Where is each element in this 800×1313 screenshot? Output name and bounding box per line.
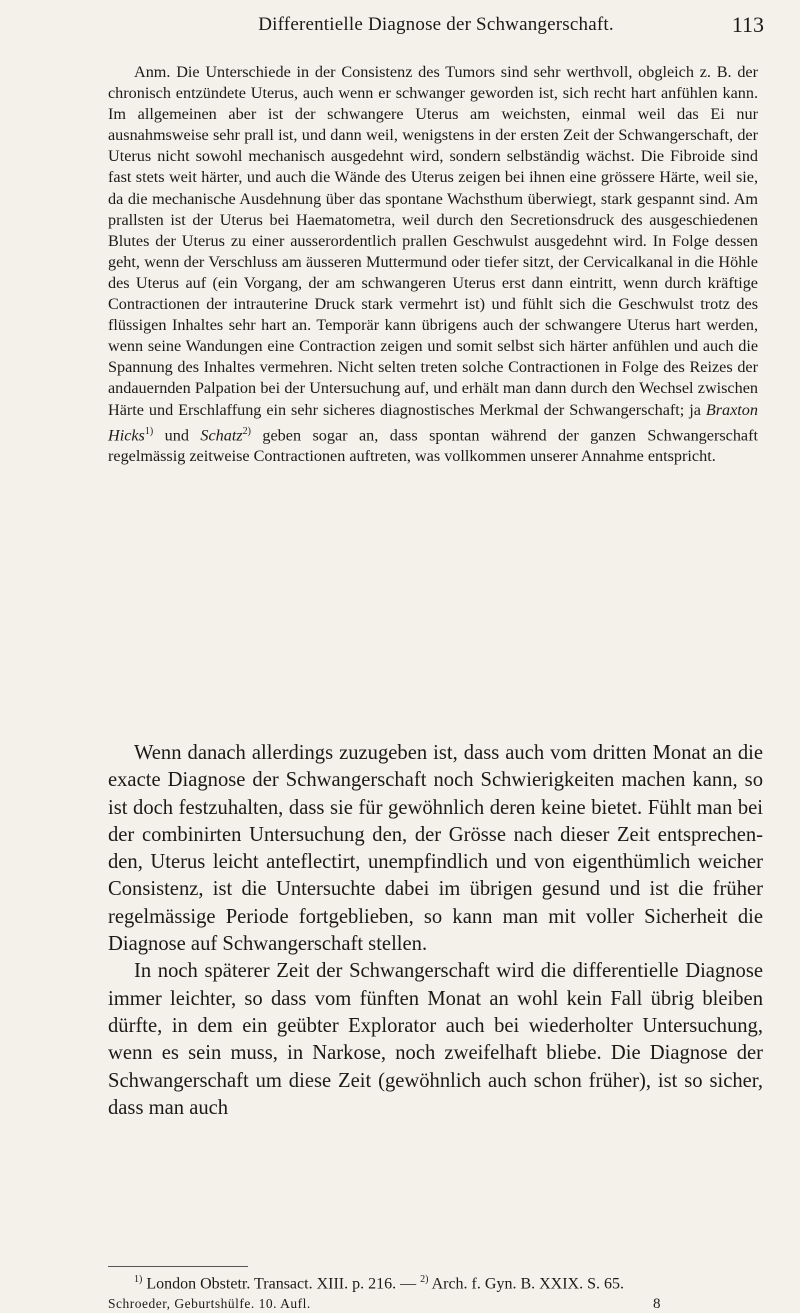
- footnote-mark-2: 2): [420, 1274, 429, 1285]
- footnote-text-1: London Obstetr. Transact. XIII. p. 216. —: [142, 1275, 421, 1293]
- annotation-paragraph: [108, 62, 758, 467]
- annotation-text-2: geben sogar an, dass spontan während der ganzen Schwangerschaft regelmässig zeitweise Contractionen auftreten, was vollkommen unserer Annahme entspricht.: [108, 425, 758, 466]
- footnote-line: [108, 1271, 758, 1293]
- annotation-lead: Anm.: [134, 63, 171, 81]
- annotation-text-1: Die Unterschiede in der Consistenz des Tumors sind sehr werthvoll, obgleich z. B. der chronisch entzündete Uterus, auch wenn er schwanger geworden ist, sich recht hart anfühlen kann. Im allgemeinen aber ist der schwangere Uterus am weichsten, einmal weil das Ei nur ausnahmsweise sehr prall ist, und dann weil, wenigstens in der ersten Zeit der Schwangerschaft, der Uterus nicht sowohl mechanisch ausgedehnt wird, sondern selbständig wächst. Die Fibroide sind fast stets weit härter, und auch die Wände des Uterus zeigen bei ihnen eine grössere Härte, weil sie, da die mechanische Ausdehnung über das spontane Wachsthum überwiegt, stark gespannt sind. Am prallsten ist der Uterus bei Haematometra, weil durch den Secretionsdruck des ausgeschiedenen Blutes der Uterus zu einer ausserordentlich prallen Geschwulst ausgedehnt wird. In Folge dessen geht, wenn der Verschluss am äusseren Muttermund oder tiefer sitzt, der Cervicalkanal in die Höhle des Uterus auf (ein Vorgang, der am schwangeren Uterus erst dann eintritt, wenn durch kräftige Contractionen der intrauterine Druck stark vermehrt ist) und fühlt sich die Geschwulst trotz des flüssigen Inhaltes sehr hart an. Temporär kann übrigens auch der schwangere Uterus hart werden, wenn seine Wandungen eine Contraction zeigen und somit selbst sich härter anfühlen und auch die Spannung des Inhaltes vermehren. Nicht selten treten solche Contractionen in Folge des Reizes der andauernden Palpation bei der Untersuchung auf, und erhält man dann durch den Wechsel zwischen Härte und Erschlaffung ein sehr sicheres diagnostisches Merkmal der Schwangerschaft; ja: [108, 63, 758, 419]
- signature-number: 8: [653, 1296, 661, 1313]
- main-text: [108, 740, 763, 1122]
- author-schatz: Schatz: [200, 425, 243, 444]
- running-title: Differentielle Diagnose der Schwangerschaft.: [258, 14, 614, 35]
- body-paragraph-2: In noch späterer Zeit der Schwangerschaft wird die differentielle Diagnose immer leichter, so dass vom fünften Monat an wohl kein Fall übrig bleiben dürfte, in dem ein geübter Explorator auch bei wiederholter Untersuchung, wenn es sein muss, in Narkose, noch zweifelhaft bliebe. Die Diagnose der Schwangerschaft um diese Zeit (gewöhnlich auch schon früher), ist so sicher, dass man auch: [108, 960, 763, 1119]
- page-header: [108, 8, 764, 38]
- annotation-and: und: [153, 425, 201, 444]
- body-paragraph-1: Wenn danach allerdings zuzugeben ist, dass auch vom dritten Monat an die exacte Diagnose der Schwangerschaft noch Schwierigkeiten machen kann, so ist doch festzuhalten, dass sie für gewöhnlich deren keine bietet. Fühlt man bei der combinirten Untersuchung den, der Grösse nach dieser Zeit entsprechenden, Uterus leicht anteflectirt, unempfindlich und von eigenthümlich weicher Consistenz, ist die Untersuchte dabei im übrigen gesund und ist die früher regelmässige Periode fortgeblieben, so kann man mit voller Sicherheit die Diagnose auf Schwangerschaft stellen.: [108, 742, 763, 956]
- footnotes: [108, 1271, 758, 1312]
- author-braxton-hicks: Braxton Hicks: [108, 400, 758, 444]
- annotation-block: [108, 62, 758, 467]
- footnote-text-2: Arch. f. Gyn. B. XXIX. S. 65.: [428, 1275, 624, 1293]
- footnote-ref-1[interactable]: 1): [144, 425, 154, 437]
- footnote-mark-1: 1): [134, 1274, 143, 1285]
- footnote-ref-2[interactable]: 2): [242, 425, 251, 437]
- page-number: 113: [731, 12, 764, 37]
- signature-line: [108, 1295, 758, 1312]
- footnote-rule: [108, 1266, 248, 1267]
- signature-left: Schroeder, Geburtshülfe. 10. Aufl.: [108, 1296, 311, 1312]
